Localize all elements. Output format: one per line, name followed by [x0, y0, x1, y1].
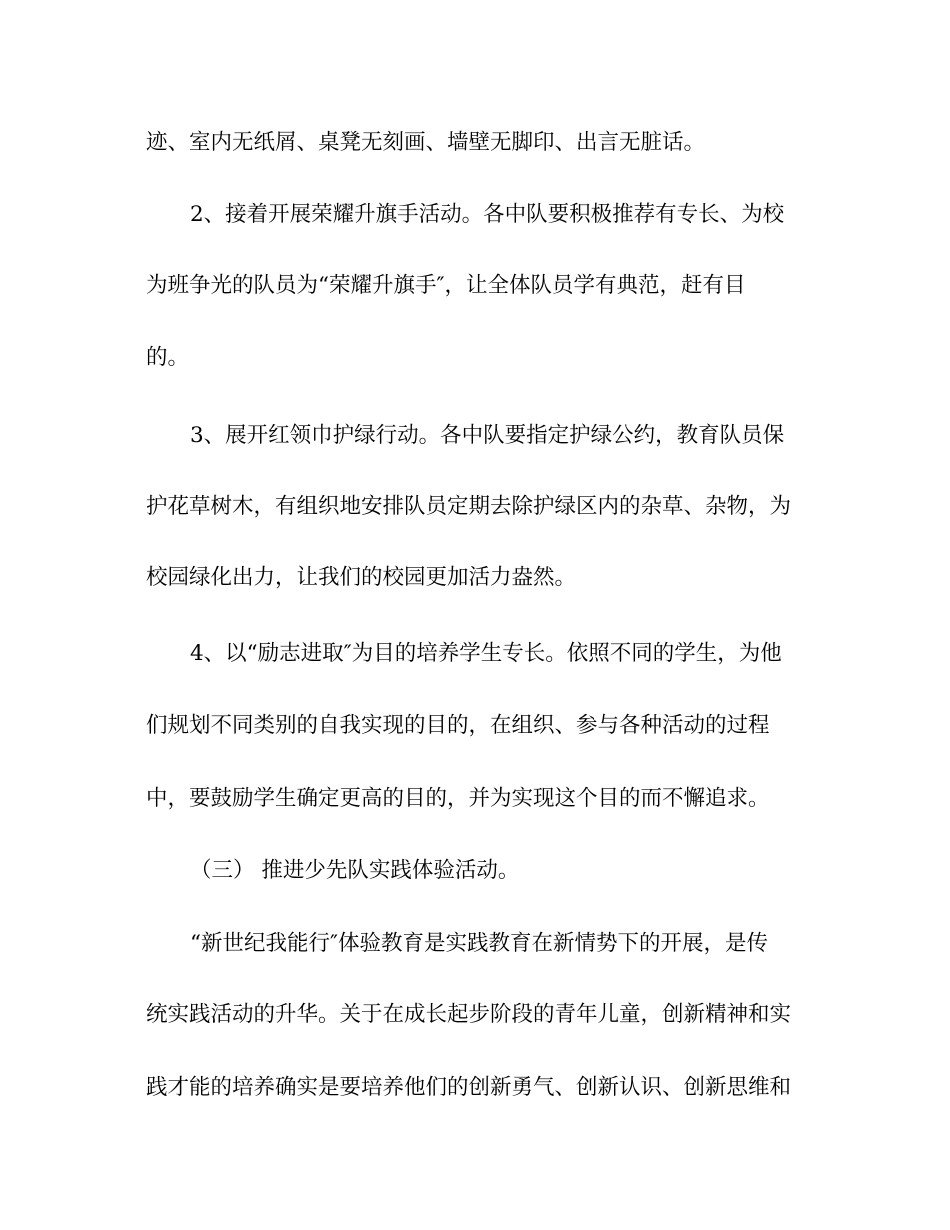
- text-line-8: 4、以“励志进取″为目的培养学生专长。依照不同的学生，为他: [190, 641, 782, 666]
- text-line-14: 践才能的培养确实是要培养他们的创新勇气、创新认识、创新思维和: [146, 1075, 792, 1100]
- section-heading: （三） 推进少先队实践体验活动。: [190, 858, 520, 883]
- text-line-3: 为班争光的队员为“荣耀升旗手″，让全体队员学有典范，赶有目: [146, 273, 746, 298]
- text-line-7: 校园绿化出力，让我们的校园更加活力盎然。: [146, 565, 577, 590]
- text-line-6: 护花草树木，有组织地安排队员定期去除护绿区内的杂草、杂物，为: [146, 494, 792, 519]
- text-line-13: 统实践活动的升华。关于在成长起步阶段的青年儿童，创新精神和实: [146, 1002, 792, 1027]
- text-line-5: 3、展开红领巾护绿行动。各中队要指定护绿公约，教育队员保: [190, 423, 785, 448]
- text-line-10: 中，要鼓励学生确定更高的目的，并为实现这个目的而不懈追求。: [146, 786, 770, 811]
- text-line-12: “新世纪我能行″体验教育是实践教育在新情势下的开展，是传: [190, 931, 769, 956]
- text-line-4: 的。: [146, 345, 190, 370]
- text-line-1: 迹、室内无纸屑、桌凳无刻画、墙壁无脚印、出言无脏话。: [146, 130, 706, 155]
- text-line-2: 2、接着开展荣耀升旗手活动。各中队要积极推荐有专长、为校: [190, 202, 785, 227]
- text-line-9: 们规划不同类别的自我实现的目的，在组织、参与各种活动的过程: [146, 713, 770, 738]
